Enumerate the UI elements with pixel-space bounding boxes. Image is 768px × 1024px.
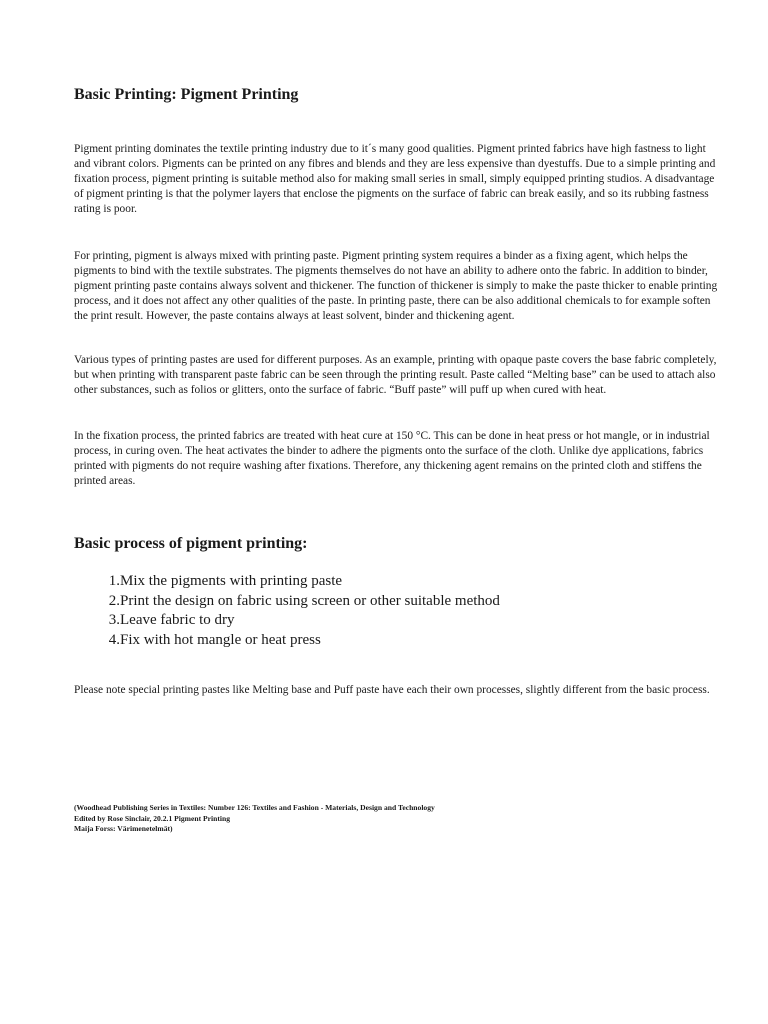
step-text: Fix with hot mangle or heat press <box>120 631 321 648</box>
page-title: Basic Printing: Pigment Printing <box>74 86 299 103</box>
step-text: Leave fabric to dry <box>120 612 235 628</box>
step-number: 2. <box>108 592 120 609</box>
paragraph-printing-paste: For printing, pigment is always mixed with printing paste. Pigment printing system requires a binder as a fixing agent, which helps the pigments to bind with the textile substrates. The pigments themselves do not have an ability to adhere onto the fabric. In addition to binder, pigment printing paste contains always solvent and thickener. The function of thickener is simply to make the paste thicker to enable printing process, and it does not affect any other qualities of the paste. In printing paste, there can be also additional chemicals to for example soften the print result. However, the paste contains always at least solvent, binder and thickening agent. <box>74 250 718 322</box>
step-number: 3. <box>108 612 120 628</box>
step-number: 1. <box>108 573 120 589</box>
process-note: Please note special printing pastes like Melting base and Puff paste have each their own processes, slightly different from the basic process. <box>74 684 710 696</box>
references <box>74 803 435 835</box>
process-steps-list <box>74 572 500 650</box>
process-step <box>74 592 500 612</box>
process-step <box>74 572 500 592</box>
paragraph-intro: Pigment printing dominates the textile printing industry due to it´s many good qualities. Pigment printed fabrics have high fastness to light and vibrant colors. Pigments can be printed on any fibres and blends and they are less expensive than dyestuffs. Due to a simple printing and fixation process, pigment printing is suitable method also for making small series in small, simply equipped printing studios. A disadvantage of pigment printing is that the polymer layers that enclose the pigments on the surface of fabric can break easily, and so its rubbing fastness rating is poor. <box>74 143 716 215</box>
paragraph-fixation: In the fixation process, the printed fabrics are treated with heat cure at 150 °C. This can be done in heat press or hot mangle, or in industrial process, in curing oven. The heat activates the binder to adhere the pigments onto the surface of the cloth. Unlike dye applications, fabrics printed with pigments do not require washing after fixations. Therefore, any thickening agent remains on the printed cloth and stiffens the printed areas. <box>74 430 710 487</box>
step-text: Print the design on fabric using screen or other suitable method <box>120 592 500 609</box>
process-step <box>74 611 500 631</box>
step-number: 4. <box>108 631 120 648</box>
paragraph-paste-types: Various types of printing pastes are used for different purposes. As an example, printing with opaque paste covers the base fabric completely, but when printing with transparent paste fabric can be seen through the printing result. Paste called “Melting base” can be used to attach also other substances, such as folios or glitters, onto the surface of fabric. “Buff paste” will puff up when cured with heat. <box>74 354 717 396</box>
process-heading: Basic process of pigment printing: <box>74 535 308 552</box>
reference-line: Edited by Rose Sinclair, 20.2.1 Pigment Printing <box>74 813 231 823</box>
process-step <box>74 631 500 651</box>
reference-line: (Woodhead Publishing Series in Textiles: Number 126: Textiles and Fashion - Materials, Design and Technology <box>74 803 435 812</box>
step-text: Mix the pigments with printing paste <box>120 573 343 589</box>
reference-line: Maija Forss: Värimenetelmät) <box>74 824 173 833</box>
